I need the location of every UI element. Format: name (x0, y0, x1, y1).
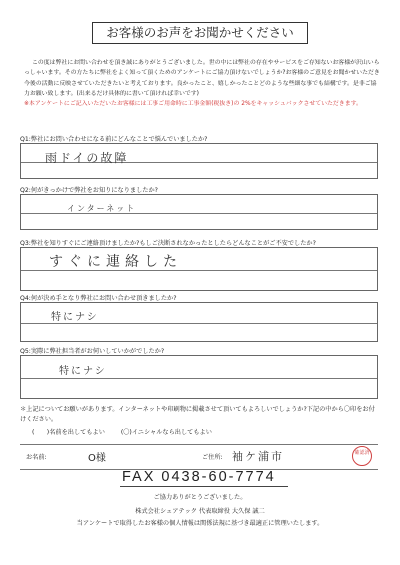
question-3-answer-box[interactable] (20, 247, 378, 291)
fax-underline (120, 486, 288, 487)
footer-thanks: ご協力ありがとうございました。 (153, 494, 247, 501)
question-1-answer: 雨ドイの故障 (45, 151, 129, 165)
question-2-label: Q2:何がきっかけで弊社をお知りになりましたか? (20, 187, 158, 194)
address-label: ご住所: (202, 454, 223, 461)
footer-company: 株式会社シェアテック 代表取締役 大久保 誠二 (135, 508, 265, 515)
question-5-label: Q5:実際に弊社担当者がお伺いしていかがでしたか? (20, 348, 165, 355)
footer-privacy: 当アンケートで取得したお客様の個人情報は関係法規に基づき最適正に管理いたします。 (76, 520, 324, 527)
address-value[interactable]: 袖ケ浦市 (232, 450, 284, 463)
question-1-answer-box[interactable] (20, 143, 378, 179)
consent-text: ＊上記についてお願いがあります。インターネットや印刷物に掲載させて頂いてもよろしいでしょうか?下記の中から〇印をお付けください。 (20, 406, 375, 423)
question-2-answer-box[interactable] (20, 194, 378, 230)
name-address-row (20, 444, 378, 470)
question-5-answer-box[interactable] (20, 355, 378, 399)
answer-rule (21, 378, 377, 379)
question-5-answer: 特にナシ (59, 366, 107, 377)
intro-paragraph: この度は弊社にお問い合わせを頂き誠にありがとうございました。世の中には弊社の存在やサービスをご存知ないお客様が沢山いらっしゃいます。その方たちに弊社をよく知って頂くためのアンケートにご協力頂けないでしょうか?お客様のご意見をお聞かせいただき今後の活動に反映させていただきたいと考えております。良かったこと、嬉しかったことどのような些細な事でも結構です。是非ご協力お願い致します。(出来るだけ具体的に書いて頂ければ幸いです) (24, 60, 380, 97)
confirmation-stamp: 確認済 (352, 446, 372, 466)
question-4-label: Q4:何が決め手となり弊社にお問い合わせ頂きましたか? (20, 295, 177, 302)
answer-rule (21, 323, 377, 324)
question-3-label: Q3:弊社を知りすぐにご連絡頂けましたか?もしご決断されなかったとしたらどんなことがご不安でしたか? (20, 240, 316, 247)
question-2-answer: インターネット (67, 204, 137, 213)
question-4-answer-box[interactable] (20, 302, 378, 342)
option-full-name[interactable]: ( )名前を出してもよい (32, 429, 105, 436)
name-value[interactable]: O様 (88, 453, 106, 464)
page-title: お客様のお声をお聞かせください (92, 22, 308, 44)
question-4-answer: 特にナシ (51, 312, 99, 323)
consent-section (20, 405, 380, 438)
intro-text (24, 58, 380, 109)
option-initials[interactable]: (〇)イニシャルなら出してもよい (120, 429, 212, 436)
question-1-label: Q1:弊社にお問い合わせになる前にどんなことで悩んでいましたか? (20, 136, 208, 143)
question-3-answer: すぐに連絡した (49, 254, 182, 270)
fax-number: FAX 0438-60-7774 (122, 469, 276, 485)
name-label: お名前: (26, 454, 47, 461)
cashback-note: ※本アンケートにご記入いただいたお客様には工事ご用命時に工事金額(税抜き)の 2%をキャッシュバックさせていただきます。 (24, 101, 362, 108)
consent-options (20, 428, 380, 438)
